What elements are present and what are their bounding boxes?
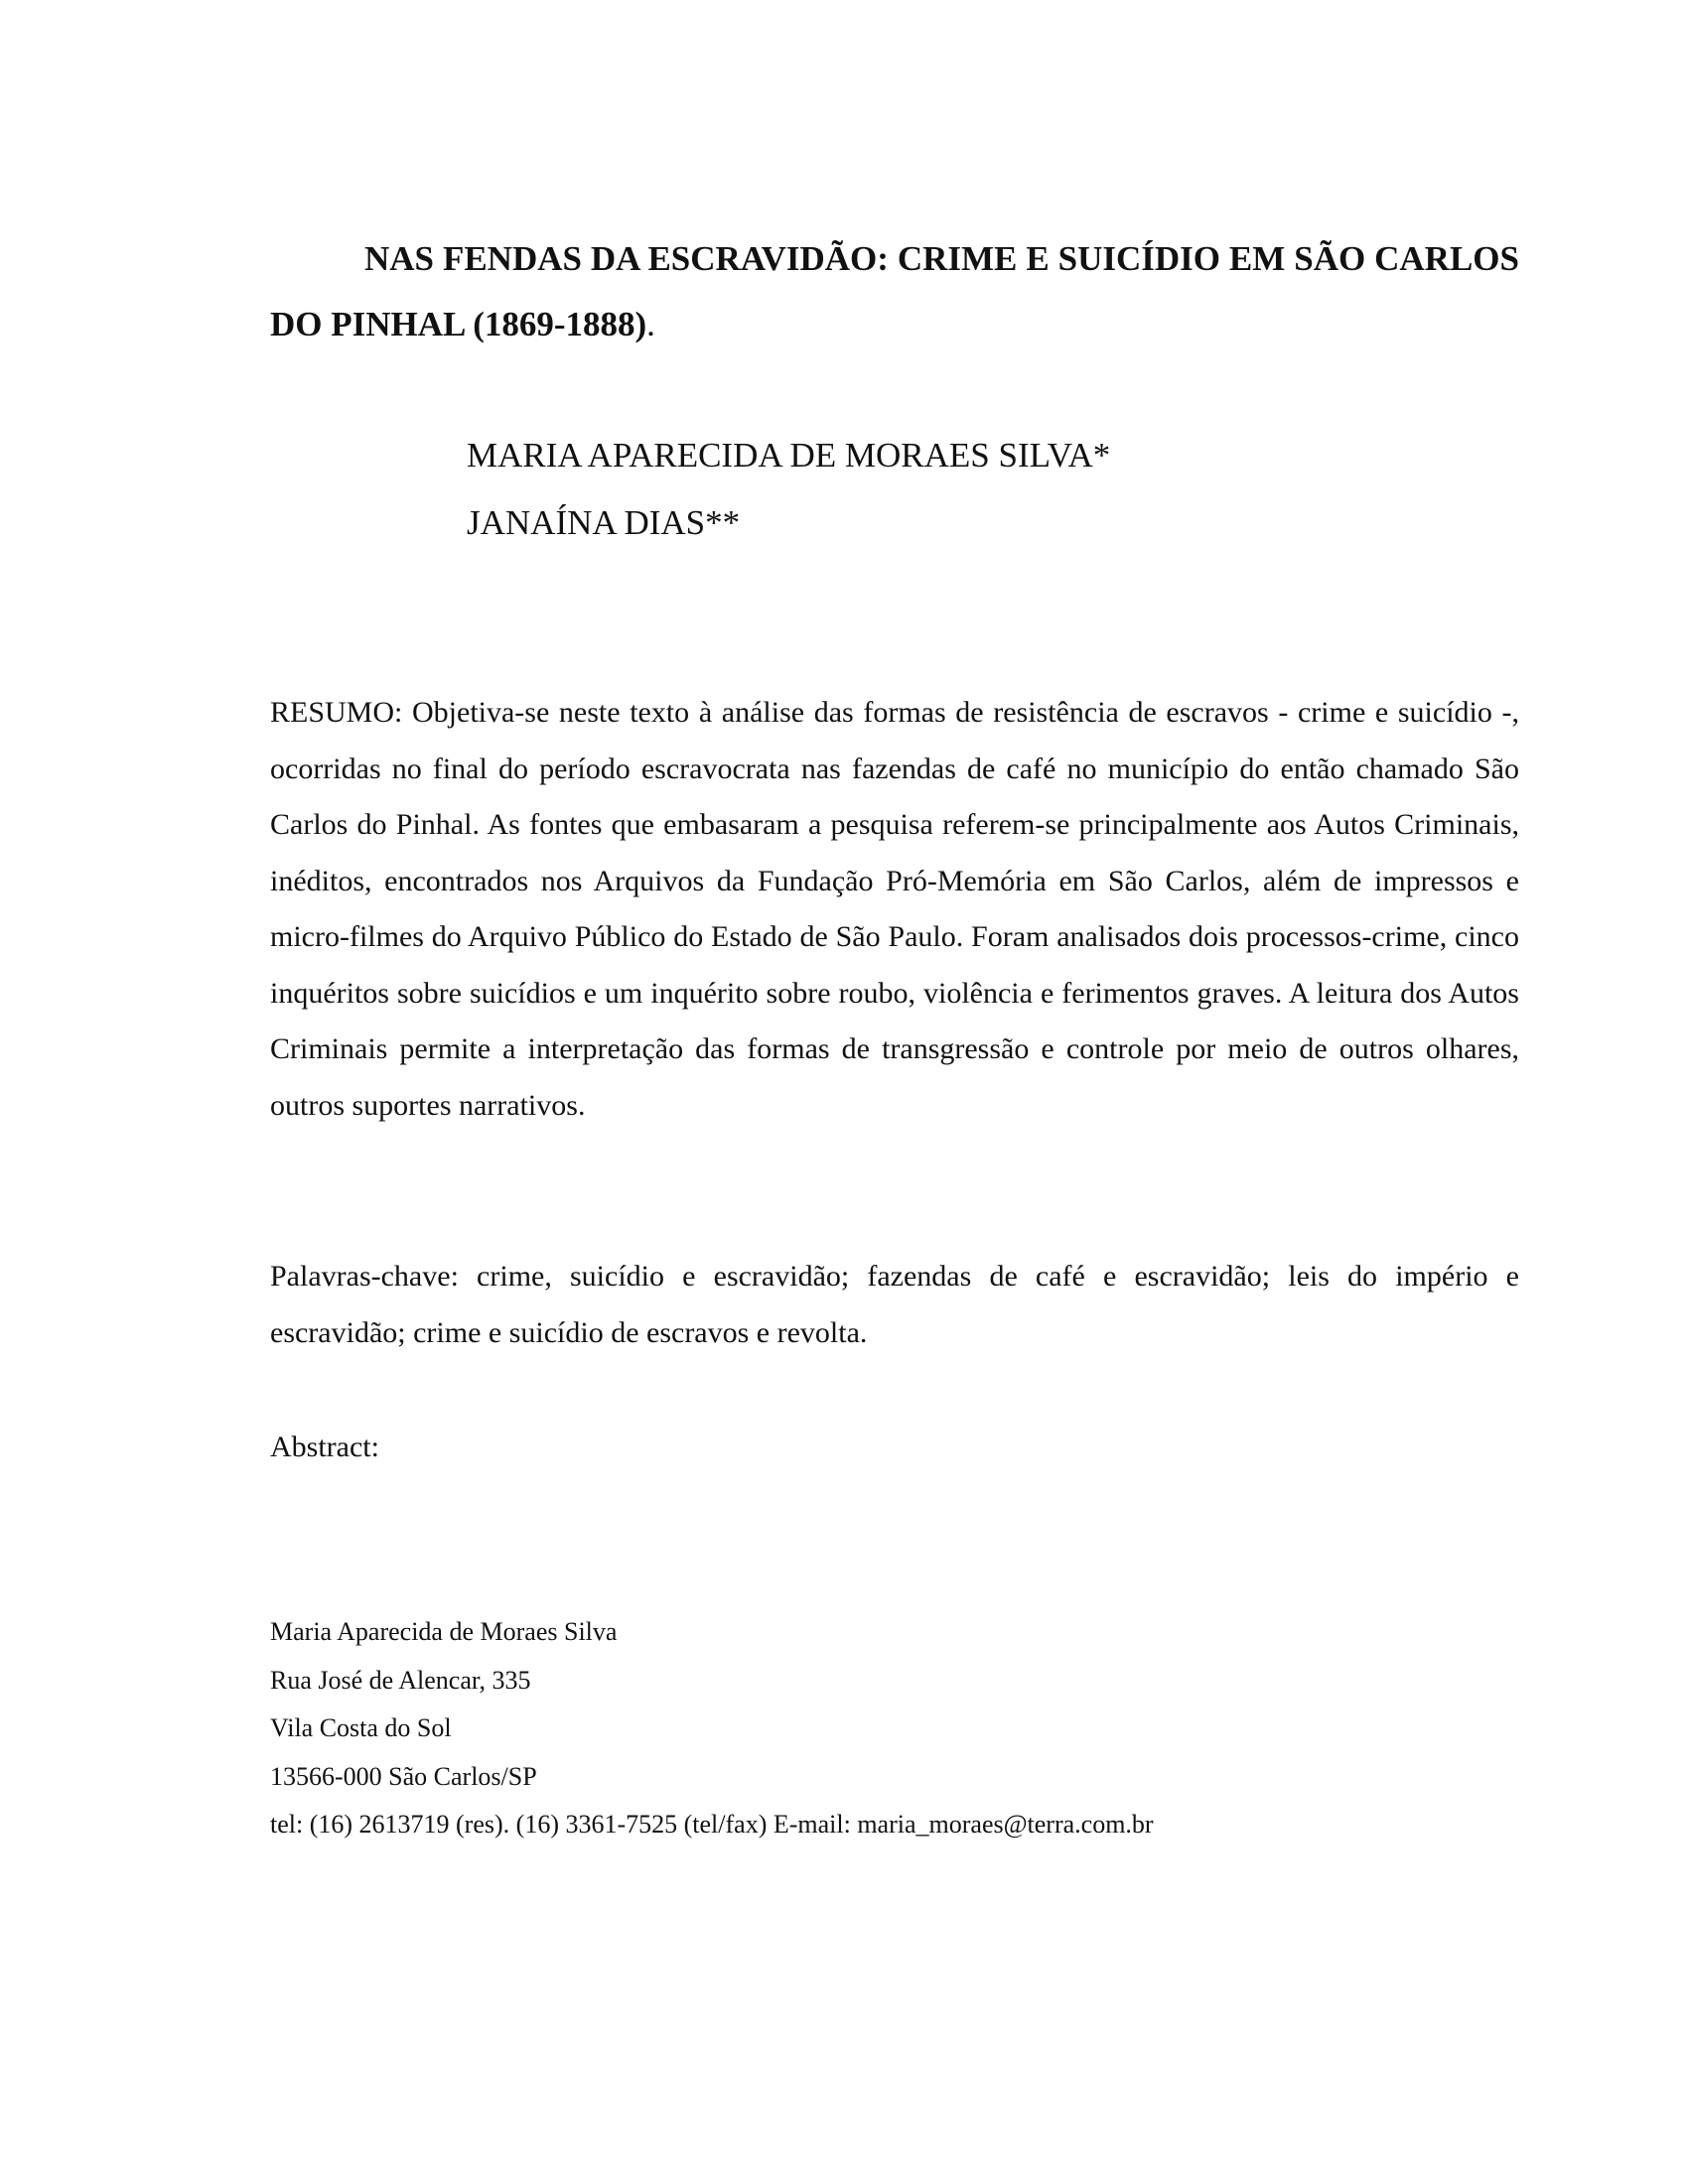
- paper-title: [270, 226, 1519, 357]
- author-name: JANAÍNA DIAS**: [467, 503, 741, 542]
- resumo-paragraph: RESUMO: Objetiva-se neste texto à análise das formas de resistência de escravos - crime e suicídio -, ocorridas no final do período escravocrata nas fazendas de café no município do então chamado São Carlos do Pinhal. As fontes que embasaram a pesquisa referem-se principalmente aos Autos Criminais, inéditos, encontrados nos Arquivos da Fundação Pró-Memória em São Carlos, além de impressos e micro-filmes do Arquivo Público do Estado de São Paulo. Foram analisados dois processos-crime, cinco inquéritos sobre suicídios e um inquérito sobre roubo, violência e ferimentos graves. A leitura dos Autos Criminais permite a interpretação das formas de transgressão e controle por meio de outros olhares, outros suportes narrativos.: [270, 696, 1519, 1122]
- contact-block: [270, 1608, 1154, 1849]
- contact-city: 13566-000 São Carlos/SP: [270, 1761, 537, 1791]
- contact-district: Vila Costa do Sol: [270, 1713, 452, 1742]
- author-name: MARIA APARECIDA DE MORAES SILVA*: [467, 436, 1111, 475]
- contact-phone-email: tel: (16) 2613719 (res). (16) 3361-7525 (tel/fax) E-mail: maria_moraes@terra.com.br: [270, 1810, 1154, 1839]
- paper-title-text: NAS FENDAS DA ESCRAVIDÃO: CRIME E SUICÍDIO EM SÃO CARLOS DO PINHAL (1869-1888): [270, 239, 1519, 343]
- abstract-heading: Abstract:: [270, 1431, 379, 1463]
- paper-title-period: .: [646, 305, 655, 343]
- keywords-paragraph: Palavras-chave: crime, suicídio e escravidão; fazendas de café e escravidão; leis do império e escravidão; crime e suicídio de escravos e revolta.: [270, 1260, 1519, 1349]
- contact-name: Maria Aparecida de Moraes Silva: [270, 1617, 618, 1646]
- contact-street: Rua José de Alencar, 335: [270, 1665, 531, 1695]
- author-list: [467, 422, 1110, 557]
